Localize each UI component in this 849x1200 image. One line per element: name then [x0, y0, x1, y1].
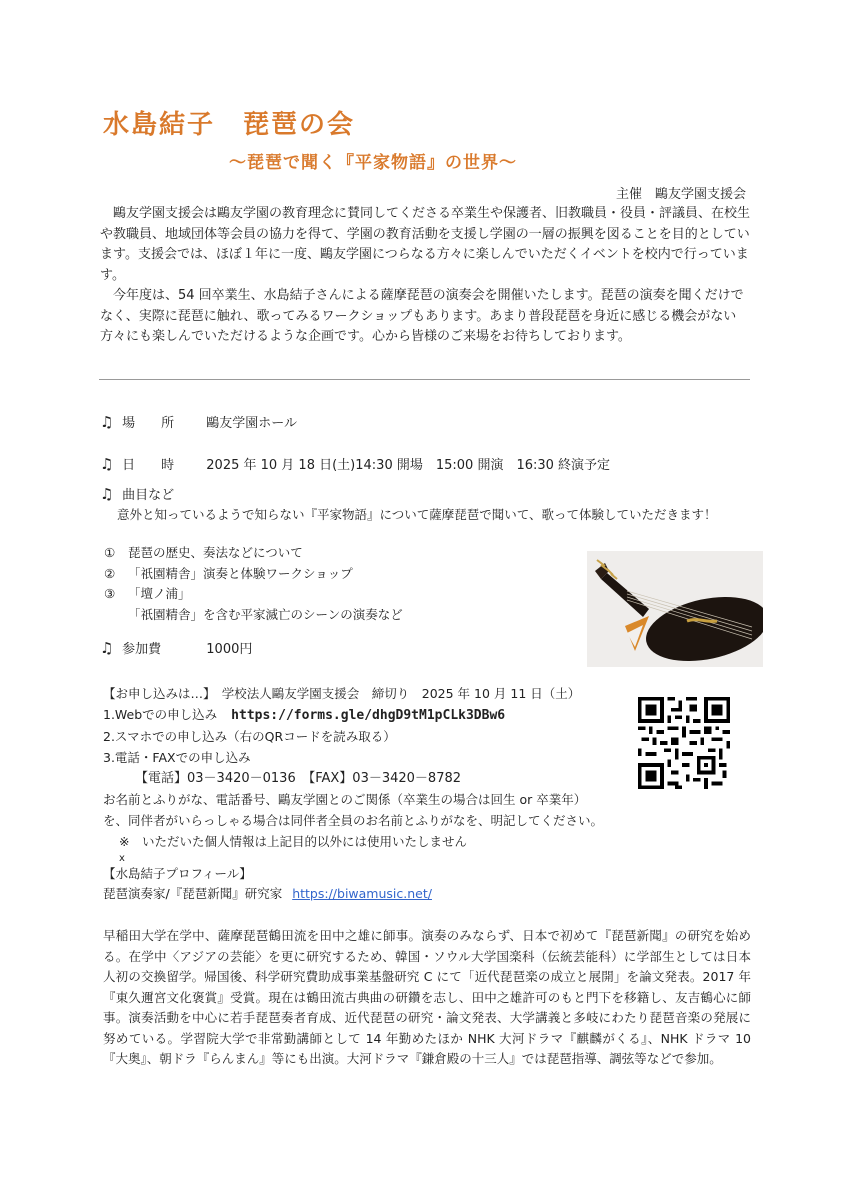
- program-description: 意外と知っているようで知らない『平家物語』について薩摩琵琶で聞いて、歌って体験していただきます！: [117, 507, 717, 522]
- list-item: ② 「祇園精舎」演奏と体験ワークショップ: [104, 565, 353, 581]
- music-note-icon: ♫: [100, 455, 114, 473]
- host-organizer: 主催 鷗友学園支援会: [615, 187, 746, 202]
- date-row: [100, 454, 610, 473]
- fee-row: [100, 638, 252, 657]
- profile-website-link[interactable]: https://biwamusic.net/: [292, 886, 432, 901]
- application-instructions-2: を、同伴者がいらっしゃる場合は同伴者全員のお名前とふりがなを、明記してください。: [103, 813, 604, 828]
- list-item: ③ 「壇ノ浦」: [104, 586, 191, 601]
- divider: [99, 379, 750, 380]
- list-item-subtext: 「祇園精舎」を含む平家滅亡のシーンの演奏など: [128, 606, 403, 622]
- list-item: ① 琵琶の歴史、奏法などについて: [104, 545, 303, 560]
- venue-label: 場 所: [122, 416, 175, 431]
- profile-header: 【水島結子プロフィール】: [103, 866, 252, 881]
- program-label: 曲目など: [122, 488, 175, 503]
- music-note-icon: ♫: [100, 639, 114, 657]
- profile-role: 琵琶演奏家/『琵琶新聞』研究家: [103, 886, 283, 901]
- page-subtitle: 〜琵琶で聞く『平家物語』の世界〜: [229, 153, 517, 173]
- music-note-icon: ♫: [100, 485, 114, 503]
- web-application-line: [103, 704, 623, 726]
- venue-row: [100, 412, 297, 431]
- application-instructions-1: お名前とふりがな、電話番号、鷗友学園とのご関係（卒業生の場合は回生 or 卒業年）: [103, 792, 587, 807]
- qr-code[interactable]: [638, 697, 730, 789]
- phone-application-label: 2.スマホでの申し込み（右のQRコードを読み取る）: [103, 729, 396, 744]
- program-row: [100, 484, 174, 503]
- application-header: 【お申し込みは…】 学校法人鷗友学園支援会 締切り 2025 年 10 月 11 日（土）: [103, 686, 581, 701]
- biography-text: 早稲田大学在学中、薩摩琵琶鶴田流を田中之雄に師事。演奏のみならず、日本で初めて『琵琶新聞』の研究を始める。在学中〈アジアの芸能〉を更に研究するため、韓国・ソウル大学国楽科（伝統芸能科）に学部生としては日本人初の交換留学。帰国後、科学研究費助成事業基盤研究 C にて「近代琵琶楽の成立と展開」を論文発表。2017 年『東久邇宮文化褒賞』受賞。現在は鶴田流古典曲の研鑽を志し、田中之雄許可のもと門下を移籍し、友吉鶴心に師事。演奏活動を中心に若手琵琶奏者育成、近代琵琶の研究・論文発表、大学講義と多岐にわたり琵琶音楽の発展に努めている。学習院大学で非常勤講師として 14 年勤めたほか NHK 大河ドラマ『麒麟がくる』、NHK ドラマ 10『大奥』、朝ドラ『らんまん』等にも出演。大河ドラマ『鎌倉殿の十三人』では琵琶指導、調弦等などで参加。: [103, 928, 751, 1066]
- venue-value: 鷗友学園ホール: [206, 416, 298, 431]
- stray-mark: x: [119, 853, 125, 864]
- privacy-note: ※ いただいた個人情報は上記目的以外には使用いたしません: [119, 834, 467, 849]
- biwa-photo: [587, 551, 763, 667]
- tel-fax-application-label: 3.電話・FAXでの申し込み: [103, 750, 251, 765]
- profile-section: [103, 864, 432, 904]
- web-application-label: 1.Webでの申し込み: [103, 707, 218, 722]
- intro-text: [100, 204, 750, 348]
- music-note-icon: ♫: [100, 413, 114, 431]
- date-value: 2025 年 10 月 18 日(土)14:30 開場 15:00 開演 16:30 終演予定: [206, 458, 611, 473]
- page-title: 水島結子 琵琶の会: [103, 110, 356, 140]
- song-list: [104, 543, 403, 625]
- intro-paragraph-2: 今年度は、54 回卒業生、水島結子さんによる薩摩琵琶の演奏会を開催いたします。琵琶の演奏を聞くだけでなく、実際に琵琶に触れ、歌ってみるワークショップもあります。あまり普段琵琶を身近に感じる機会がない方々にも楽しんでいただけるような企画です。心から皆様のご来場をお待ちしております。: [100, 288, 744, 344]
- profile-role-line: [103, 884, 432, 904]
- fee-label: 参加費: [122, 642, 162, 657]
- application-section: [103, 683, 623, 866]
- fee-value: 1000円: [206, 642, 253, 657]
- date-label: 日 時: [122, 458, 175, 473]
- tel-fax-numbers: 【電話】03－3420－0136 【FAX】03－3420－8782: [135, 771, 462, 786]
- intro-paragraph-1: 鷗友学園支援会は鷗友学園の教育理念に賛同してくださる卒業生や保護者、旧教職員・役員・評議員、在校生や教職員、地域団体等会員の協力を得て、学園の教育活動を支援し学園の一層の振興を図ることを目的としています。支援会では、ほぼ１年に一度、鷗友学園につらなる方々に楽しんでいただくイベントを校内で行っています。: [100, 206, 751, 283]
- web-form-link[interactable]: https://forms.gle/dhgD9tM1pCLk3DBw6: [231, 708, 506, 723]
